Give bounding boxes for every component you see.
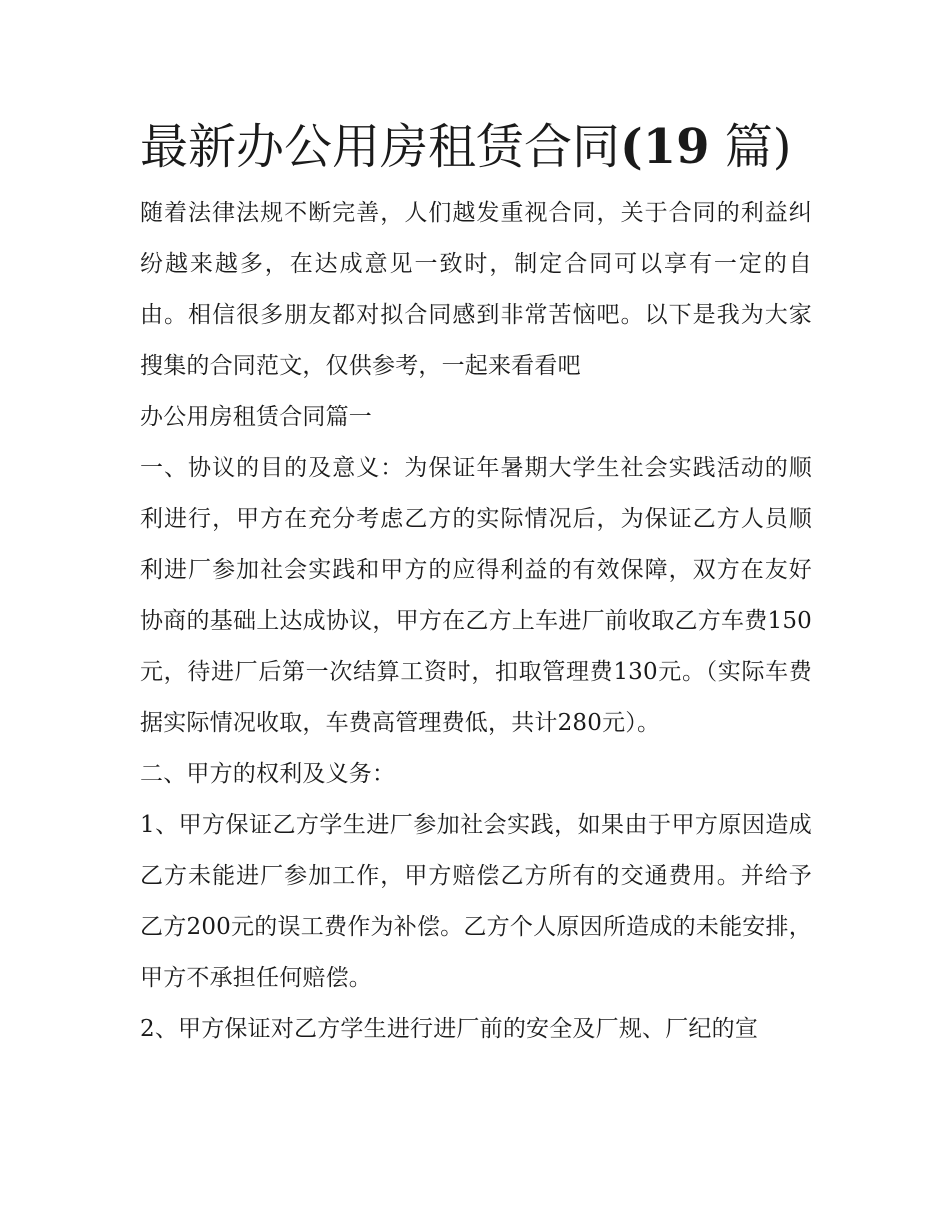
- clause-paragraph: 2、甲方保证对乙方学生进行进厂前的安全及厂规、厂纪的宣: [140, 1016, 759, 1042]
- title-count: (19: [620, 119, 710, 175]
- title-suffix: 篇): [724, 119, 792, 175]
- section-heading: 办公用房租赁合同篇一: [140, 404, 372, 430]
- intro-paragraph: 随着法律法规不断完善，人们越发重视合同，关于合同的利益纠纷越来越多，在达成意见一致时，制定合同可以享有一定的自由。相信很多朋友都对拟合同感到非常苦恼吧。以下是我为大家搜集的合同范文，仅供参考，一起来看看吧: [140, 200, 812, 379]
- clause-paragraph: 一、协议的目的及意义：为保证年暑期大学生社会实践活动的顺利进行，甲方在充分考虑乙方的实际情况后，为保证乙方人员顺利进厂参加社会实践和甲方的应得利益的有效保障，双方在友好协商的基础上达成协议，甲方在乙方上车进厂前收取乙方车费150元，待进厂后第一次结算工资时，扣取管理费130元。（实际车费据实际情况收取，车费高管理费低，共计280元）。: [140, 455, 812, 736]
- clause-paragraph: 1、甲方保证乙方学生进厂参加社会实践，如果由于甲方原因造成乙方未能进厂参加工作，甲方赔偿乙方所有的交通费用。并给予乙方200元的误工费作为补偿。乙方个人原因所造成的未能安排，甲方不承担任何赔偿。: [140, 812, 812, 991]
- document-title: [140, 110, 812, 184]
- clause-heading: 二、甲方的权利及义务：: [140, 761, 396, 787]
- document-page: [140, 110, 812, 1055]
- title-main: 最新办公用房租赁合同: [140, 119, 621, 175]
